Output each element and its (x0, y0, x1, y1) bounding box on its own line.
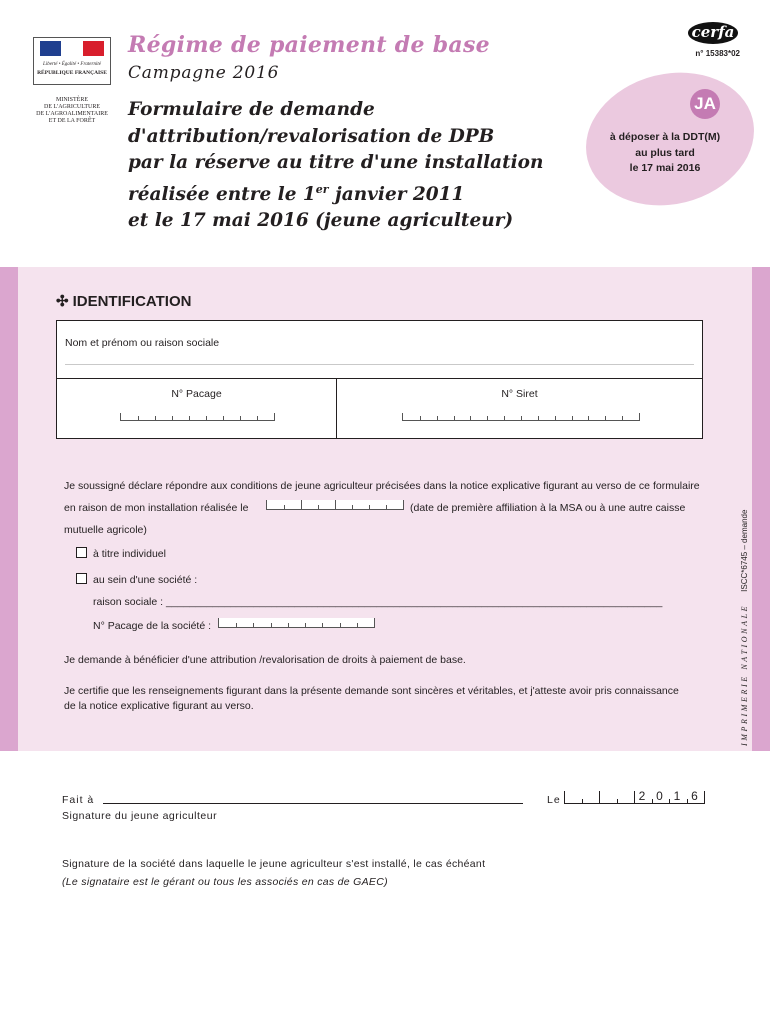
signature-ja-label: Signature du jeune agriculteur (62, 810, 218, 822)
comb-divider (437, 416, 438, 420)
comb-divider (240, 416, 241, 420)
deadline-line: au plus tard (635, 147, 695, 159)
societe-checkbox[interactable] (76, 573, 87, 584)
comb-divider (318, 505, 319, 509)
declaration-line: (date de première affiliation à la MSA ou à une autre caisse (410, 502, 686, 514)
comb-divider (138, 416, 139, 420)
year-digit: 0 (656, 789, 663, 803)
siret-comb-input[interactable] (402, 413, 640, 421)
comb-divider (454, 416, 455, 420)
siret-field[interactable] (337, 379, 702, 439)
comb-divider (352, 505, 353, 509)
certify-text: Je certifie que les renseignements figurant dans la présente demande sont sincères et véritables, et j'atteste avoir pris connaissance (64, 685, 679, 697)
comb-divider (588, 416, 589, 420)
date-cell-divider (582, 799, 583, 804)
le-label: Le (547, 794, 561, 806)
comb-divider (369, 505, 370, 509)
form-code-text: ISCC*6745 – demande (740, 509, 749, 592)
identification-table (56, 320, 703, 439)
year-digit: 6 (691, 789, 698, 803)
republique-francaise-logo (33, 37, 111, 85)
year-digit: 1 (673, 789, 681, 803)
comb-divider (155, 416, 156, 420)
declaration-line: en raison de mon installation réalisée le (64, 502, 249, 514)
comb-divider (223, 416, 224, 420)
comb-divider (504, 416, 505, 420)
signataire-note: (Le signataire est le gérant ou tous les associés en cas de GAEC) (62, 876, 388, 888)
date-cell-divider (617, 799, 618, 804)
comb-divider (420, 416, 421, 420)
comb-divider (555, 416, 556, 420)
side-vertical-text (740, 510, 749, 746)
comb-divider (572, 416, 573, 420)
deadline-line: à déposer à la DDT(M) (609, 131, 721, 143)
nom-input-line[interactable] (65, 364, 694, 365)
french-flag-icon (40, 41, 104, 56)
comb-divider (622, 416, 623, 420)
certify-text: de la notice explicative figurant au verso. (64, 700, 254, 712)
cerfa-logo: cerfa (688, 22, 738, 44)
signature-date-input[interactable] (564, 791, 704, 804)
comb-divider (538, 416, 539, 420)
nom-label: Nom et prénom ou raison sociale (65, 337, 220, 349)
individuel-label: à titre individuel (93, 548, 166, 560)
comb-divider (521, 416, 522, 420)
comb-divider (236, 623, 237, 627)
date-cell-divider (599, 791, 600, 804)
comb-divider (271, 623, 272, 627)
comb-divider (305, 623, 306, 627)
deadline-line: le 17 mai 2016 (629, 162, 701, 174)
individuel-checkbox[interactable] (76, 547, 87, 558)
logo-motto: Liberté • Égalité • Fraternité (43, 62, 101, 67)
date-cell-divider (704, 791, 705, 804)
declaration-line: Je soussigné déclare répondre aux conditions de jeune agriculteur précisées dans la notice explicative figurant au verso de ce formulaire (64, 480, 700, 492)
ja-badge: JA (690, 89, 720, 119)
pacage-societe-label: N° Pacage de la société : (93, 620, 212, 632)
comb-divider (257, 416, 258, 420)
year-digit: 2 (638, 789, 646, 803)
declaration-line: mutuelle agricole) (64, 524, 147, 536)
logo-republic: RÉPUBLIQUE FRANÇAISE (37, 70, 107, 76)
comb-divider (189, 416, 190, 420)
comb-divider (487, 416, 488, 420)
societe-label: au sein d'une société : (93, 574, 198, 586)
form-campaign: Campagne 2016 (128, 63, 280, 83)
demande-text: Je demande à bénéficier d'une attribution /revalorisation de droits à paiement de base. (64, 654, 466, 666)
comb-divider (335, 500, 336, 509)
form-title: Régime de paiement de base (128, 32, 490, 58)
right-side-bar (752, 267, 770, 751)
form-subtitle: Formulaire de demande d'attribution/revalorisation de DPB par la réserve au titre d'une installation réalisée entre le 1er janvier 2011 et le 17 mai 2016 (jeune agriculteur) (128, 99, 544, 232)
comb-divider (253, 623, 254, 627)
comb-divider (470, 416, 471, 420)
cerfa-number: n° 15383*02 (695, 49, 740, 58)
pacage-societe-input[interactable] (218, 618, 375, 628)
pacage-comb-input[interactable] (120, 413, 275, 421)
imprimerie-text: IMPRIMERIE NATIONALE (740, 603, 749, 746)
pacage-field[interactable] (57, 379, 337, 439)
installation-date-input[interactable] (266, 500, 404, 510)
fait-input-line[interactable] (103, 803, 523, 804)
comb-divider (386, 505, 387, 509)
comb-divider (322, 623, 323, 627)
ministry-name: MINISTÈRE DE L'AGRICULTURE DE L'AGROALIMENTAIRE ET DE LA FORÊT (36, 97, 108, 124)
cross-bullet-icon: ✣ (56, 293, 69, 310)
comb-divider (206, 416, 207, 420)
comb-divider (605, 416, 606, 420)
section-title-identification: ✣ IDENTIFICATION (56, 293, 192, 310)
comb-divider (172, 416, 173, 420)
nom-field[interactable] (57, 321, 702, 379)
left-side-bar (0, 267, 18, 751)
raison-sociale-field[interactable]: raison sociale : _____________________________________________________________________________________ (93, 596, 663, 608)
siret-label: N° Siret (501, 388, 538, 400)
comb-divider (357, 623, 358, 627)
date-cell-divider (564, 791, 565, 804)
comb-divider (301, 500, 302, 509)
comb-divider (340, 623, 341, 627)
comb-divider (288, 623, 289, 627)
comb-divider (284, 505, 285, 509)
fait-label: Fait à (62, 794, 95, 806)
pacage-label: N° Pacage (171, 388, 222, 400)
signature-societe-label: Signature de la société dans laquelle le jeune agriculteur s'est installé, le cas échéant (62, 858, 486, 870)
